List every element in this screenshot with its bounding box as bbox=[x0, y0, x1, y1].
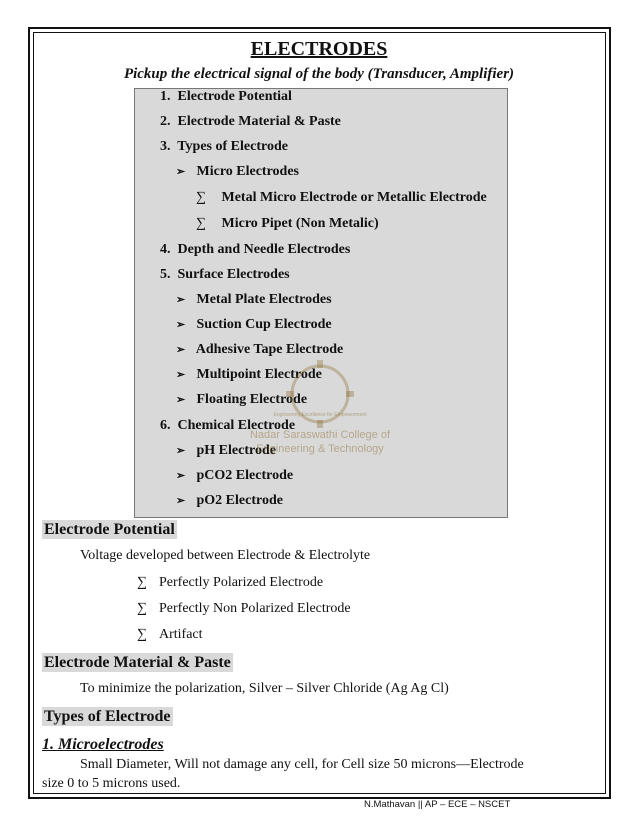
toc-text: Floating Electrode bbox=[196, 392, 308, 407]
sigma-bullet-icon: ∑ bbox=[137, 627, 147, 642]
toc-item-metal-micro bbox=[196, 190, 487, 206]
microelectrodes-text-line-1: Small Diameter, Will not damage any cell, for Cell size 50 microns—Electrode bbox=[80, 757, 524, 772]
toc-item-micro-electrodes bbox=[176, 164, 299, 180]
sigma-bullet-icon: ∑ bbox=[137, 575, 147, 590]
toc-item-metal-plate bbox=[176, 292, 332, 308]
bullet-artifact bbox=[137, 627, 203, 643]
toc-item-material-paste bbox=[160, 114, 341, 130]
toc-number: 3. bbox=[160, 139, 171, 154]
toc-text: Adhesive Tape Electrode bbox=[195, 342, 344, 357]
subheading-microelectrodes: 1. Microelectrodes bbox=[42, 736, 164, 753]
bullet-text: Perfectly Non Polarized Electrode bbox=[159, 601, 351, 616]
toc-text: Types of Electrode bbox=[177, 139, 288, 154]
section-heading-material-paste: Electrode Material & Paste bbox=[44, 654, 231, 671]
arrow-bullet-icon: ➢ bbox=[176, 369, 186, 381]
toc-number: 6. bbox=[160, 418, 171, 433]
watermark-ring-text: Engineering Excellence for Empowerment bbox=[273, 412, 367, 418]
arrow-bullet-icon: ➢ bbox=[176, 445, 186, 457]
arrow-bullet-icon: ➢ bbox=[176, 294, 186, 306]
toc-number: 5. bbox=[160, 267, 171, 282]
toc-item-micro-pipet bbox=[196, 216, 379, 232]
page-title: ELECTRODES bbox=[250, 38, 388, 60]
toc-item-po2 bbox=[176, 493, 283, 509]
page-footer: N.Mathavan || AP – ECE – NSCET bbox=[364, 799, 511, 810]
section-heading-electrode-potential: Electrode Potential bbox=[44, 521, 175, 538]
toc-text: Suction Cup Electrode bbox=[196, 317, 332, 332]
electrode-potential-text: Voltage developed between Electrode & Electrolyte bbox=[80, 548, 371, 563]
toc-item-electrode-potential bbox=[160, 89, 292, 105]
toc-item-ph bbox=[176, 443, 276, 459]
page-subtitle: Pickup the electrical signal of the body (Transducer, Amplifier) bbox=[123, 66, 515, 82]
toc-number: 1. bbox=[160, 89, 171, 104]
section-heading-types: Types of Electrode bbox=[44, 708, 171, 725]
toc-text: Electrode Potential bbox=[177, 89, 292, 104]
toc-item-pco2 bbox=[176, 468, 293, 484]
toc-item-surface bbox=[160, 267, 290, 283]
arrow-bullet-icon: ➢ bbox=[176, 470, 186, 482]
toc-text: pCO2 Electrode bbox=[196, 468, 294, 483]
watermark-line-2: Engineering & Technology bbox=[256, 443, 384, 455]
toc-text: pO2 Electrode bbox=[196, 493, 283, 508]
toc-item-suction-cup bbox=[176, 317, 332, 333]
toc-text: Electrode Material & Paste bbox=[177, 114, 341, 129]
arrow-bullet-icon: ➢ bbox=[176, 394, 186, 406]
toc-text: pH Electrode bbox=[196, 443, 276, 458]
toc-item-adhesive-tape bbox=[176, 342, 343, 358]
toc-text: Micro Pipet (Non Metalic) bbox=[221, 216, 379, 231]
toc-number: 4. bbox=[160, 242, 171, 257]
toc-item-multipoint bbox=[176, 367, 322, 383]
toc-text: Chemical Electrode bbox=[177, 418, 296, 433]
bullet-perfectly-polarized bbox=[137, 575, 323, 591]
toc-item-types bbox=[160, 139, 288, 155]
toc-text: Surface Electrodes bbox=[177, 267, 290, 282]
toc-item-floating bbox=[176, 392, 307, 408]
microelectrodes-text-line-2: size 0 to 5 microns used. bbox=[42, 776, 181, 791]
sigma-bullet-icon: ∑ bbox=[137, 601, 147, 616]
arrow-bullet-icon: ➢ bbox=[176, 344, 186, 356]
toc-item-depth-needle bbox=[160, 242, 350, 258]
toc-text: Micro Electrodes bbox=[196, 164, 300, 179]
arrow-bullet-icon: ➢ bbox=[176, 319, 186, 331]
bullet-non-polarized bbox=[137, 601, 351, 617]
bullet-text: Artifact bbox=[159, 627, 203, 642]
material-paste-text: To minimize the polarization, Silver – Silver Chloride (Ag Ag Cl) bbox=[80, 681, 449, 696]
arrow-bullet-icon: ➢ bbox=[176, 166, 186, 178]
watermark-line-1: Nadar Saraswathi College of bbox=[249, 429, 391, 441]
toc-text: Depth and Needle Electrodes bbox=[177, 242, 351, 257]
toc-item-chemical bbox=[160, 418, 295, 434]
toc-text: Multipoint Electrode bbox=[196, 367, 322, 382]
toc-text: Metal Micro Electrode or Metallic Electrode bbox=[221, 190, 487, 205]
bullet-text: Perfectly Polarized Electrode bbox=[159, 575, 324, 590]
arrow-bullet-icon: ➢ bbox=[176, 495, 186, 507]
sigma-bullet-icon: ∑ bbox=[196, 216, 206, 231]
toc-text: Metal Plate Electrodes bbox=[196, 292, 332, 307]
sigma-bullet-icon: ∑ bbox=[196, 190, 206, 205]
toc-number: 2. bbox=[160, 114, 171, 129]
